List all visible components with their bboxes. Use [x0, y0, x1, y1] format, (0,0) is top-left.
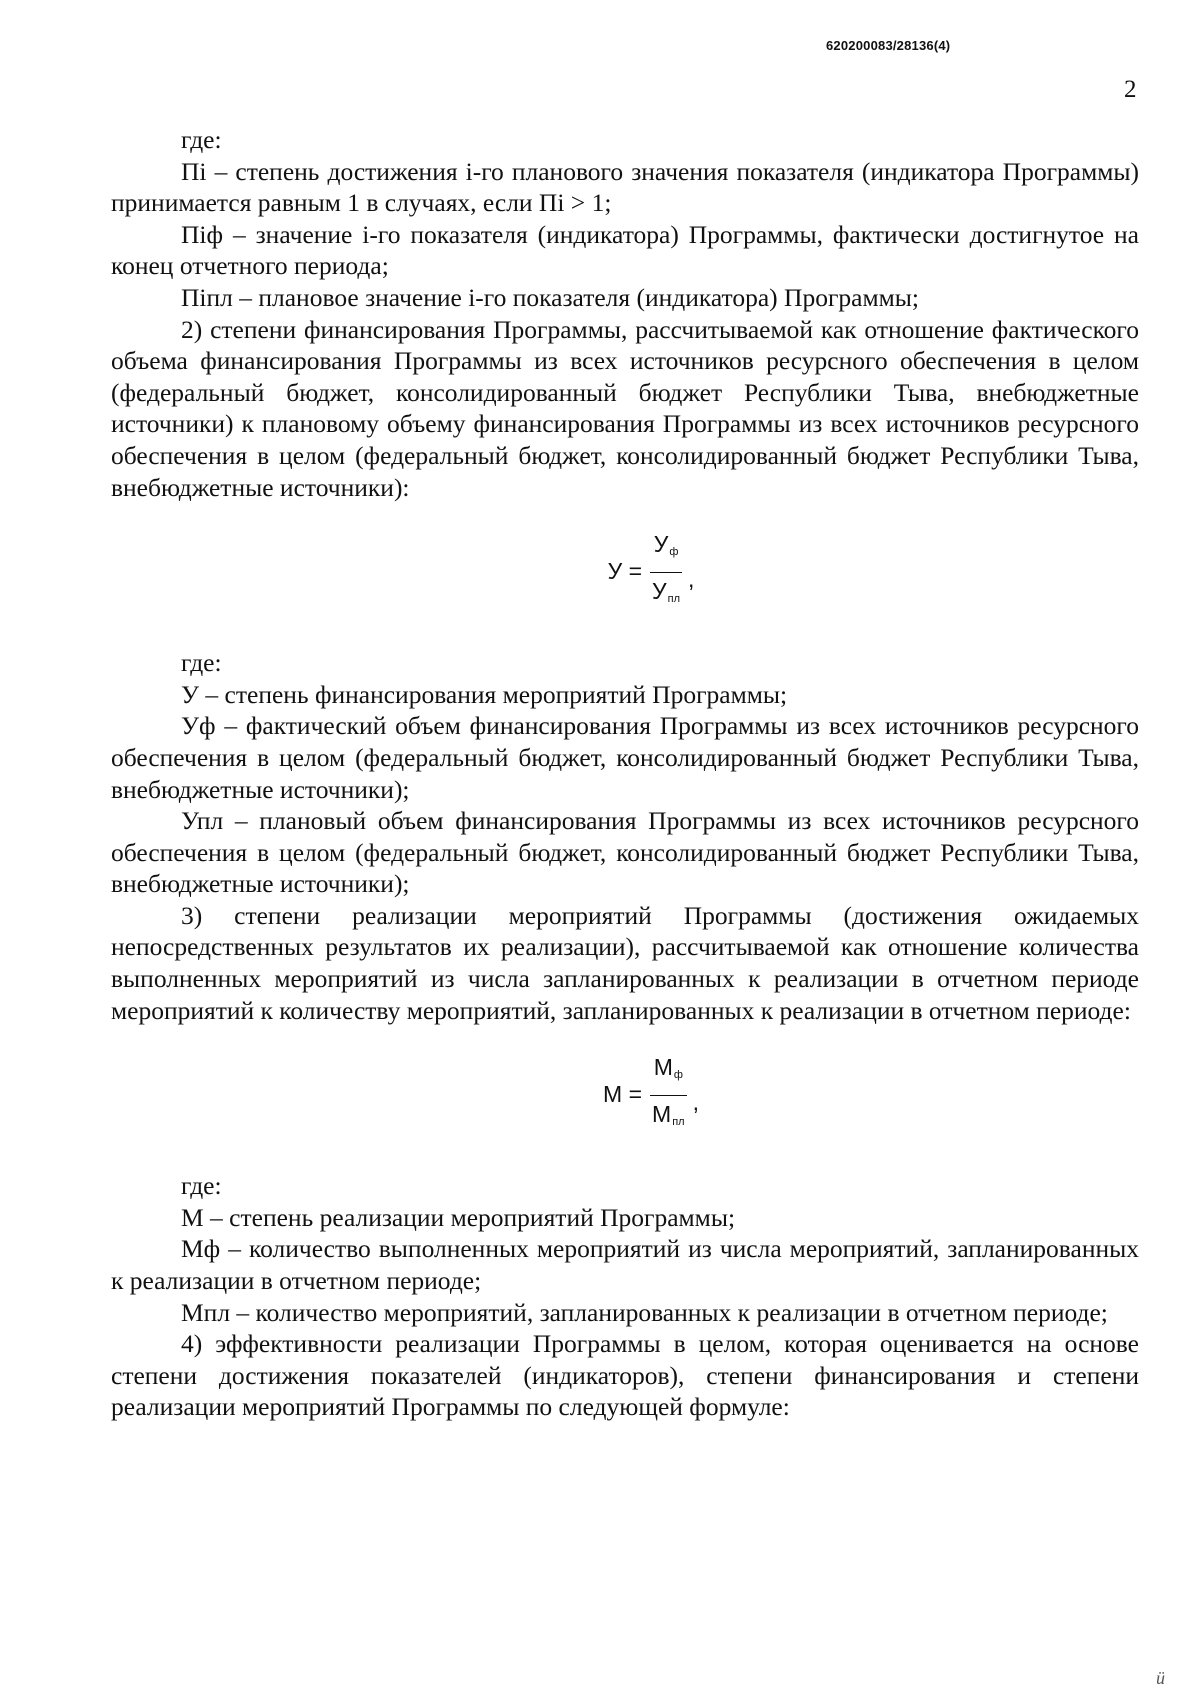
- formula-comma: ,: [688, 566, 695, 593]
- formula-lhs: У =: [607, 558, 643, 585]
- formula-denominator: $М_{пл}$: [652, 1100, 685, 1128]
- corner-handwritten-mark: ü: [1156, 1668, 1165, 1688]
- paragraph: 4) эффективности реализации Программы в целом, которая оценивается на основе степени достижения показателей (индикаторов), степени финансирования и степени реализации мероприятий Программы по следующей формуле:: [111, 1329, 1139, 1422]
- paragraph: Уф – фактический объем финансирования Программы из всех источников ресурсного обеспечения в целом (федеральный бюджет, консолидированный бюджет Республики Тыва, внебюджетные источники);: [111, 711, 1139, 804]
- paragraph: Пiпл – плановое значение i-го показателя (индикатора) Программы;: [181, 282, 919, 312]
- paragraph: Мф – количество выполненных мероприятий из числа мероприятий, запланированных к реализации в отчетном периоде;: [111, 1234, 1139, 1296]
- formula-lhs: М =: [603, 1081, 643, 1108]
- formula-numerator: $М_ф$: [650, 1052, 687, 1096]
- document-body: [111, 124, 1139, 1423]
- paragraph: где:: [181, 125, 222, 154]
- paragraph: 3) степени реализации мероприятий Программы (достижения ожидаемых непосредственных результатов их реализации), рассчитываемой как отношение количества выполненных мероприятий из числа запланированных к реализации в отчетном периоде мероприятий к количеству мероприятий, запланированных к реализации в отчетном периоде:: [111, 900, 1139, 1025]
- paragraph: где:: [181, 648, 222, 678]
- paragraph: где:: [181, 1171, 222, 1201]
- paragraph: Пi – степень достижения i-го планового значения показателя (индикатора Программы) принимается равным 1 в случаях, если Пi > 1;: [111, 156, 1139, 218]
- formula-fraction: [648, 529, 684, 615]
- formula-numerator: $У_ф$: [650, 529, 683, 573]
- paragraph: У – степень финансирования мероприятий Программы;: [181, 679, 788, 709]
- formula-activities-degree: [111, 1046, 1139, 1144]
- paragraph: М – степень реализации мероприятий Программы;: [181, 1202, 736, 1232]
- paragraph: Упл – плановый объем финансирования Программы из всех источников ресурсного обеспечения в целом (федеральный бюджет, консолидированный бюджет Республики Тыва, внебюджетные источники);: [111, 806, 1139, 899]
- formula-comma: ,: [692, 1089, 699, 1116]
- formula-financing-degree: [111, 523, 1139, 621]
- paragraph: Пiф – значение i-го показателя (индикатора) Программы, фактически достигнутое на конец отчетного периода;: [111, 219, 1139, 281]
- formula-fraction: [648, 1052, 689, 1138]
- formula-denominator: $У_{пл}$: [652, 577, 681, 605]
- paragraph: Мпл – количество мероприятий, запланированных к реализации в отчетном периоде;: [181, 1297, 1108, 1327]
- page-number: 2: [1124, 76, 1137, 103]
- paragraph: 2) степени финансирования Программы, рассчитываемой как отношение фактического объема финансирования Программы из всех источников ресурсного обеспечения в целом (федеральный бюджет, консолидированный бюджет Республики Тыва, внебюджетные источники) к плановому объему финансирования Программы из всех источников ресурсного обеспечения в целом (федеральный бюджет, консолидированный бюджет Республики Тыва, внебюджетные источники):: [111, 314, 1139, 502]
- document-registration-code: 620200083/28136(4): [826, 38, 951, 53]
